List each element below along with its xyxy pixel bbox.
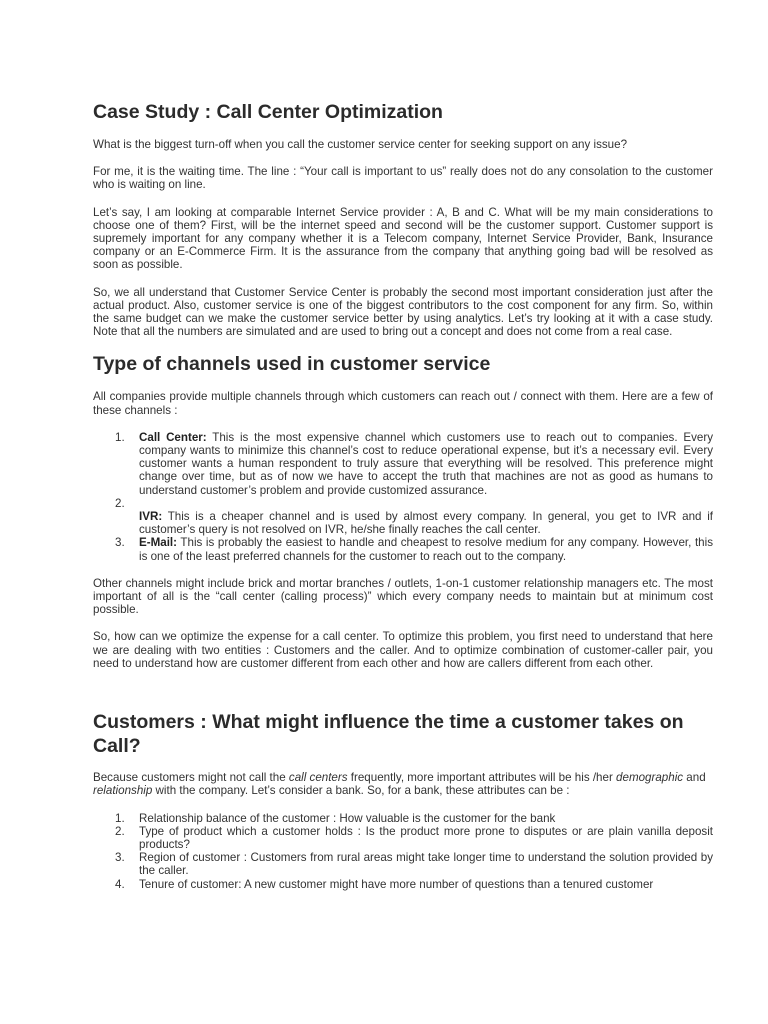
customer-attributes-list xyxy=(93,812,713,891)
list-item-label: E-Mail: xyxy=(139,536,178,550)
list-item-label: Call Center: xyxy=(139,430,207,444)
intro-paragraph-2: For me, it is the waiting time. The line : “Your call is important to us” really does not do any consolation to the customer who is waiting on line. xyxy=(93,165,713,192)
list-number: 1. xyxy=(115,811,125,825)
list-item xyxy=(93,825,713,851)
list-number: 4. xyxy=(115,877,125,891)
page-title: Case Study : Call Center Optimization xyxy=(93,101,443,123)
intro-paragraph-3: Let’s say, I am looking at comparable Internet Service provider : A, B and C. What will be my main considerations to choose one of them? First, will be the internet speed and second will be the customer support. Customer support is supremely important for any company whether it is a Telecom company, Internet Service Provider, Bank, Insurance company or an E-Commerce Firm. It is the assurance from the company that anything going bad will be resolved as soon as possible. xyxy=(93,205,713,272)
list-item-text: This is the most expensive channel which customers use to reach out to companies. Every company wants to minimize this channel’s cost to reduce operational expense, but it’s a necessary evil. Every customer wants a human respondent to truly assure that everything will be resolved. This preference might change over time, but as of now we have to accept the truth that machines are not as good as humans to understand customer’s problem and provide customized assurance. xyxy=(139,430,713,497)
list-item xyxy=(93,431,713,497)
document-page xyxy=(93,100,713,891)
intro-paragraph-4: So, we all understand that Customer Service Center is probably the second most important consideration just after the actual product. Also, customer service is one of the biggest contributors to the cost component for any firm. So, within the same budget can we make the customer service better by using analytics. Let’s try looking at it with a case study. Note that all the numbers are simulated and are used to bring out a concept and does not come from a real case. xyxy=(93,285,713,339)
channels-heading: Type of channels used in customer service xyxy=(93,353,491,376)
other-channels-paragraph: Other channels might include brick and mortar branches / outlets, 1-on-1 customer relationship managers etc. The most important of all is the “call center (calling process)” which every company needs to maintain but at minimum cost possible. xyxy=(93,576,713,617)
list-item-label: IVR: xyxy=(139,510,163,524)
list-number: 2. xyxy=(115,824,125,838)
list-item-text: Type of product which a customer holds : Is the product more prone to disputes or are plain vanilla deposit products? xyxy=(139,824,713,851)
list-item-text: Tenure of customer: A new customer might have more number of questions than a tenured customer xyxy=(139,877,654,891)
list-item xyxy=(93,878,713,891)
list-item-text: This is probably the easiest to handle and cheapest to resolve medium for any company. However, this is one of the least preferred channels for the customer to reach out to the company. xyxy=(139,536,713,563)
list-item-text: Region of customer : Customers from rural areas might take longer time to understand the solution provided by the caller. xyxy=(139,851,713,878)
list-item xyxy=(93,536,713,562)
list-item xyxy=(93,851,713,877)
list-item-text: Relationship balance of the customer : How valuable is the customer for the bank xyxy=(139,811,556,825)
channels-intro: All companies provide multiple channels through which customers can reach out / connect with them. Here are a few of these channels : xyxy=(93,390,713,417)
intro-paragraph-1: What is the biggest turn-off when you call the customer service center for seeking support on any issue? xyxy=(93,138,628,151)
list-number: 3. xyxy=(115,536,125,550)
list-item xyxy=(93,812,713,825)
list-number: 1. xyxy=(115,430,125,444)
list-number: 2. xyxy=(115,496,125,510)
list-item-text: This is a cheaper channel and is used by almost every company. In general, you get to IVR and if customer’s query is not resolved on IVR, he/she finally reaches the call center. xyxy=(139,510,713,537)
optimize-paragraph: So, how can we optimize the expense for a call center. To optimize this problem, you first need to understand that here we are dealing with two entities : Customers and the caller. And to optimize combination of customer-caller pair, you need to understand how are customer different from each other and how are callers different from each other. xyxy=(93,630,713,670)
customers-intro: Because customers might not call the call centers frequently, more important attributes will be his /her demographic and relationship with the company. Let’s consider a bank. So, for a bank, these attributes can be : xyxy=(93,771,706,798)
channels-list xyxy=(93,431,713,563)
list-item xyxy=(93,497,713,537)
customers-heading: Customers : What might influence the time a customer takes on Call? xyxy=(93,711,684,758)
list-number: 3. xyxy=(115,851,125,865)
